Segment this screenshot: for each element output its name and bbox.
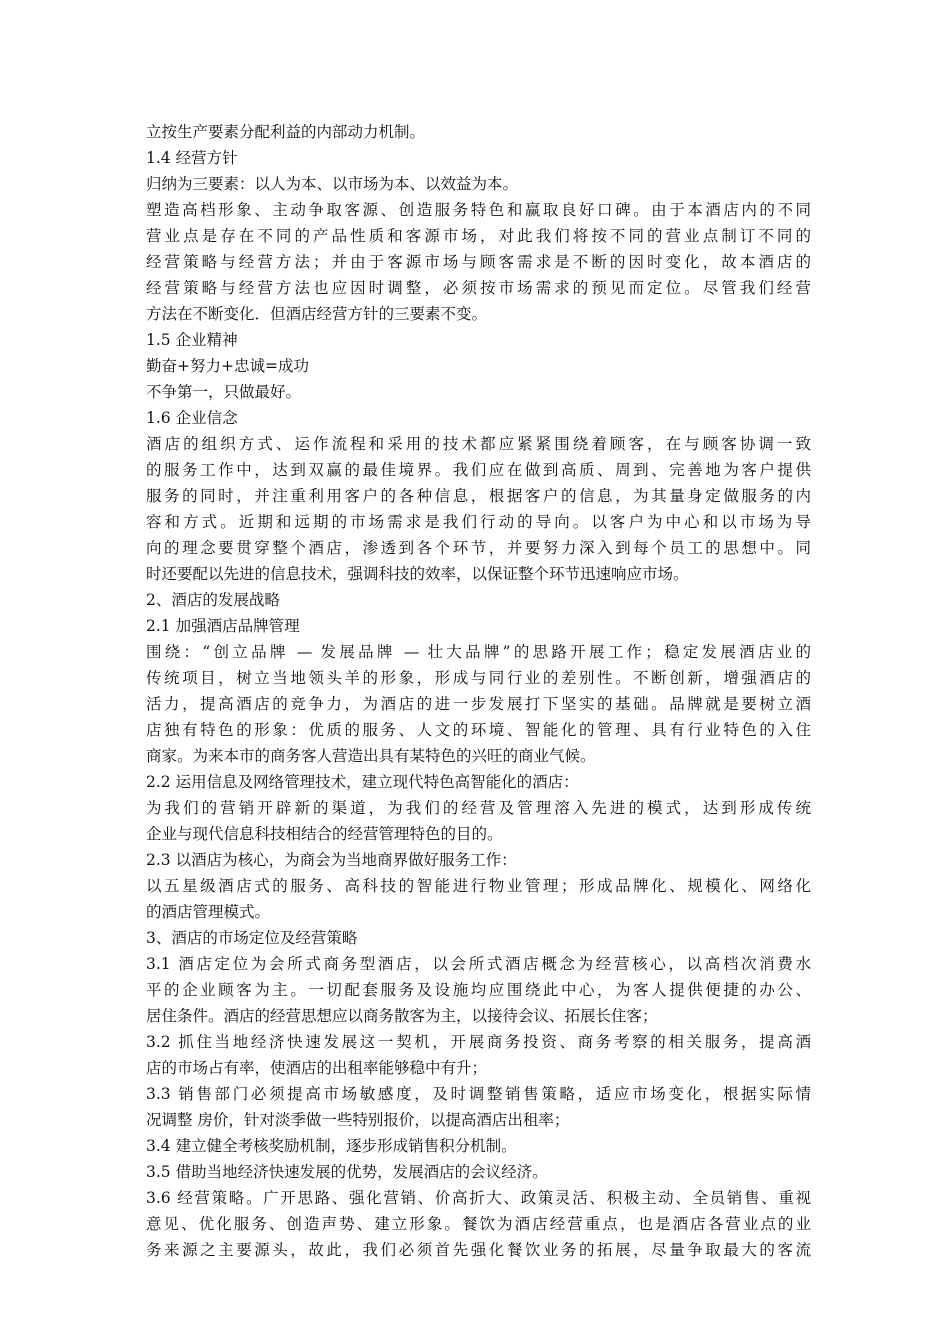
text-line: 务来源之主要源头，故此，我们必须首先强化餐饮业务的拓展，尽量争取最大的客流 bbox=[146, 1241, 811, 1259]
text-line: 2、酒店的发展战略 bbox=[146, 591, 280, 609]
text-line: 立按生产要素分配利益的内部动力机制。 bbox=[146, 123, 426, 141]
text-line: 围绕：“创立品牌 — 发展品牌 — 壮大品牌”的思路开展工作；稳定发展酒店业的 bbox=[146, 643, 811, 661]
text-line: 2.2 运用信息及网络管理技术，建立现代特色高智能化的酒店： bbox=[146, 773, 579, 791]
text-line: 店独有特色的形象：优质的服务、人文的环境、智能化的管理、具有行业特色的入住 bbox=[146, 721, 811, 739]
document-body bbox=[146, 119, 811, 1263]
text-line: 意见、优化服务、创造声势、建立形象。餐饮为酒店经营重点，也是酒店各营业点的业 bbox=[146, 1215, 811, 1233]
text-line: 3.6 经营策略。广开思路、强化营销、价高折大、政策灵活、积极主动、全员销售、重视 bbox=[146, 1189, 811, 1207]
text-line: 方法在不断变化．但酒店经营方针的三要素不变。 bbox=[146, 305, 488, 323]
text-line: 商家。为来本市的商务客人营造出具有某特色的兴旺的商业气候。 bbox=[146, 747, 596, 765]
text-line: 经营策略与经营方法；并由于客源市场与顾客需求是不断的因时变化，故本酒店的 bbox=[146, 253, 811, 271]
text-line: 3、酒店的市场定位及经营策略 bbox=[146, 929, 358, 947]
text-line: 经营策略与经营方法也应因时调整，必须按市场需求的预见而定位。尽管我们经营 bbox=[146, 279, 811, 297]
text-line: 服务的同时，并注重利用客户的各种信息，根据客户的信息，为其量身定做服务的内 bbox=[146, 487, 811, 505]
text-line: 2.1 加强酒店品牌管理 bbox=[146, 617, 300, 635]
text-line: 勤奋+努力+忠诚=成功 bbox=[146, 357, 309, 375]
text-line: 3.5 借助当地经济快速发展的优势，发展酒店的会议经济。 bbox=[146, 1163, 548, 1181]
text-line: 店的市场占有率，使酒店的出租率能够稳中有升； bbox=[146, 1059, 488, 1077]
text-line: 营业点是存在不同的产品性质和客源市场，对此我们将按不同的营业点制订不同的 bbox=[146, 227, 811, 245]
text-line: 传统项目，树立当地领头羊的形象，形成与同行业的差别性。不断创新，增强酒店的 bbox=[146, 669, 811, 687]
text-line: 3.1 酒店定位为会所式商务型酒店，以会所式酒店概念为经营核心，以高档次消费水 bbox=[146, 955, 811, 973]
text-line: 的酒店管理模式。 bbox=[146, 903, 271, 921]
text-line: 3.2 抓住当地经济快速发展这一契机，开展商务投资、商务考察的相关服务，提高酒 bbox=[146, 1033, 811, 1051]
text-line: 为我们的营销开辟新的渠道，为我们的经营及管理溶入先进的模式，达到形成传统 bbox=[146, 799, 811, 817]
text-line: 2.3 以酒店为核心，为商会为当地商界做好服务工作： bbox=[146, 851, 517, 869]
text-line: 1.4 经营方针 bbox=[146, 149, 238, 167]
text-line: 归纳为三要素：以人为本、以市场为本、以效益为本。 bbox=[146, 175, 519, 193]
text-line: 以五星级酒店式的服务、高科技的智能进行物业管理；形成品牌化、规模化、网络化 bbox=[146, 877, 811, 895]
text-line: 向的理念要贯穿整个酒店，渗透到各个环节，并要努力深入到每个员工的思想中。同 bbox=[146, 539, 811, 557]
text-line: 酒店的组织方式、运作流程和采用的技术都应紧紧围绕着顾客，在与顾客协调一致 bbox=[146, 435, 811, 453]
text-line: 居住条件。酒店的经营思想应以商务散客为主，以接待会议、拓展长住客； bbox=[146, 1007, 658, 1025]
text-line: 不争第一，只做最好。 bbox=[146, 383, 302, 401]
text-line: 企业与现代信息科技相结合的经营管理特色的目的。 bbox=[146, 825, 503, 843]
text-line: 塑造高档形象、主动争取客源、创造服务特色和赢取良好口碑。由于本酒店内的不同 bbox=[146, 201, 811, 219]
text-line: 平的企业顾客为主。一切配套服务及设施均应围绕此中心，为客人提供便捷的办公、 bbox=[146, 981, 811, 999]
text-line: 3.3 销售部门必须提高市场敏感度，及时调整销售策略，适应市场变化，根据实际情 bbox=[146, 1085, 811, 1103]
text-line: 况调整 房价，针对淡季做一些特别报价，以提高酒店出租率； bbox=[146, 1111, 570, 1129]
text-line: 容和方式。近期和远期的市场需求是我们行动的导向。以客户为中心和以市场为导 bbox=[146, 513, 811, 531]
text-line: 3.4 建立健全考核奖励机制，逐步形成销售积分机制。 bbox=[146, 1137, 517, 1155]
text-line: 时还要配以先进的信息技术，强调科技的效率，以保证整个环节迅速响应市场。 bbox=[146, 565, 689, 583]
text-line: 1.6 企业信念 bbox=[146, 409, 238, 427]
text-line: 的服务工作中，达到双赢的最佳境界。我们应在做到高质、周到、完善地为客户提供 bbox=[146, 461, 811, 479]
text-line: 活力，提高酒店的竞争力，为酒店的进一步发展打下坚实的基础。品牌就是要树立酒 bbox=[146, 695, 811, 713]
text-line: 1.5 企业精神 bbox=[146, 331, 238, 349]
